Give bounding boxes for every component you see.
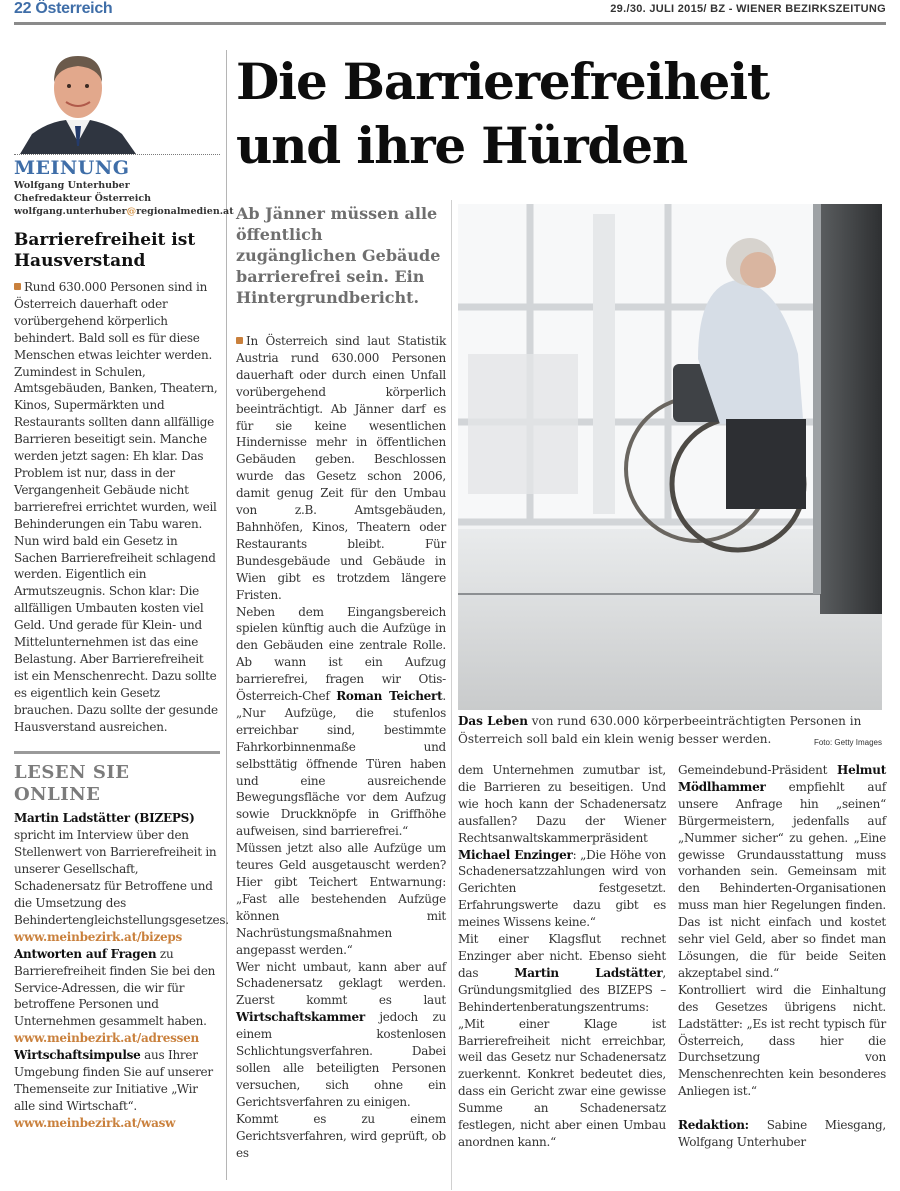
author-name: Wolfgang Unterhuber	[14, 180, 130, 191]
online-item	[14, 810, 229, 1131]
article-paragraph: Kommt es zu einem Gerichtsverfahren, wird geprüft, ob es	[236, 1111, 446, 1160]
author-email[interactable]	[14, 205, 234, 218]
opinion-column	[14, 42, 234, 1132]
article-column-3	[678, 762, 886, 1151]
online-item-text: spricht im Interview über den Stellenwert von Barrierefreiheit in unserer Gesellschaft, Schadenersatz für Betroffene und die Umsetzung des Behindertengleichstellungsgesetzes.	[14, 828, 229, 927]
paragraph-text: Neben dem Eingangsbereich spielen künftig auch die Aufzüge in den Gebäuden eine zentrale Rolle. Ab wann ist ein Aufzug barrierefrei, fragen wir Otis-Österreich-Chef	[236, 604, 446, 704]
article-paragraph	[678, 762, 886, 982]
article-paragraph	[458, 762, 666, 931]
person-name: Michael Enzinger	[458, 847, 573, 862]
paragraph-bullet-icon	[236, 337, 243, 344]
article-paragraph	[236, 959, 446, 1111]
article-photo	[458, 204, 882, 710]
article-paragraph	[236, 333, 446, 604]
column-divider	[226, 50, 227, 1180]
article-column-1	[236, 333, 446, 1161]
article-paragraph	[458, 931, 666, 1151]
paragraph-text: . „Nur Aufzüge, die stufenlos erreichbar sind, bestimmte Fahrkorbinnenmaße und selbsttätig öffnende Türen haben und eine ausreichende Bewegungsfläche vor dem Aufzug sowie Druckknöpfe in Griffhöhe aufweisen, sind barrierefrei.“	[236, 689, 446, 839]
online-item-lead: Martin Ladstätter (BIZEPS)	[14, 811, 195, 826]
author-photo-icon	[18, 42, 138, 154]
email-domain: regionalmedien.at	[136, 206, 234, 217]
paragraph-text: jedoch zu einem kostenlosen Schlichtungsverfahren. Dabei sollen alle beteiligten Personen versuchen, sich ohne ein Gerichtsverfahren zu einigen.	[236, 1010, 446, 1109]
portrait-divider	[14, 154, 220, 155]
headline-line-1: Die Barrierefreiheit	[236, 52, 769, 111]
redaktion-names: Sabine Miesgang, Wolfgang Unterhuber	[678, 1118, 886, 1150]
caption-text: von rund 630.000 körperbeeinträchtigten Personen in Österreich soll bald ein klein wenig besser werden.	[458, 714, 862, 746]
organization-name: Wirtschaftskammer	[236, 1010, 365, 1025]
online-divider	[14, 751, 220, 754]
page-number: 22	[14, 0, 32, 17]
column-divider	[451, 200, 452, 1190]
online-section-title: LESEN SIE ONLINE	[14, 762, 130, 806]
article-subhead: Ab Jänner müssen alle öffentlich zugänglichen Gebäude barrierefrei sein. Ein Hintergrundbericht.	[236, 204, 441, 307]
section-name: Österreich	[35, 0, 113, 17]
paragraph-text: empfiehlt auf unsere Anfrage hin „seinen“ Bürgermeistern, jedenfalls auf „Nummer sicher“ zu gehen. „Eine gewisse Grundausstattung muss vorhanden sein. Gemeinsam mit den Behinderten-Organisationen muss man hier Regelungen finden. Das ist nicht einfach und kostet sehr viel Geld, aber so findet man Lösungen, die für beide Seiten akzeptabel sind.“	[678, 779, 886, 980]
person-name: Helmut Mödlhammer	[678, 763, 886, 794]
caption-lead: Das Leben	[458, 714, 528, 728]
person-name: Martin Ladstätter	[514, 965, 663, 980]
article-column-2	[458, 762, 666, 1151]
person-name: Roman Teichert	[336, 689, 443, 704]
paragraph-text: : „Die Höhe von Schadenersatzzahlungen wird von Gerichten festgesetzt. Erfahrungswerte dazu gibt es meines Wissens keine.“	[458, 847, 666, 930]
paragraph-text: Gemeindebund-Präsident	[678, 763, 837, 777]
online-item-text: aus Ihrer Umgebung finden Sie auf unserer Themenseite zur Initiative „Wir alle sind Wirtschaft“.	[14, 1048, 213, 1113]
paragraph-text: Wer nicht umbaut, kann aber auf Schadenersatz geklagt werden. Zuerst kommt es laut	[236, 959, 446, 1008]
paragraph-text: dem Unternehmen zumutbar ist, die Barrieren zu beseitigen. Und wie hoch kann der Schadenersatz ausfallen? Dazu der Wiener Rechtsanwaltskammerpräsident	[458, 763, 666, 845]
online-item-lead: Wirtschaftsimpulse	[14, 1048, 141, 1063]
online-link-adressen[interactable]: www.meinbezirk.at/adressen	[14, 1031, 199, 1046]
page-number-section	[14, 0, 112, 18]
email-at-icon: @	[126, 206, 137, 217]
author-role: Chefredakteur Österreich	[14, 193, 152, 204]
article-paragraph: Kontrolliert wird die Einhaltung des Gesetzes übrigens nicht. Ladstätter: „Es ist recht typisch für Österreich, dass hier die Durchsetzung von Menschenrechten kein besonderes Anliegen ist.“	[678, 982, 886, 1099]
wheelchair-photo-icon	[458, 204, 882, 710]
email-user: wolfgang.unterhuber	[14, 206, 127, 217]
author-portrait	[18, 42, 138, 154]
online-item-lead: Antworten auf Fragen	[14, 946, 157, 961]
opinion-body	[14, 279, 220, 735]
online-link-wasw[interactable]: www.meinbezirk.at/wasw	[14, 1115, 176, 1130]
photo-caption	[458, 712, 882, 752]
editorial-credit	[678, 1117, 886, 1151]
article-paragraph: Müssen jetzt also alle Aufzüge um teures Geld ausgetauscht werden? Hier gibt Teichert Entwarnung: „Fast alle bestehenden Aufzüge können mit Nachrüstungsmaßnahmen angepasst werden.“	[236, 841, 446, 957]
headline-line-2: und ihre Hürden	[236, 116, 688, 175]
issue-date: 29./30. JULI 2015/ BZ - WIENER BEZIRKSZEITUNG	[610, 3, 886, 15]
paragraph-text: Mit einer Klagsflut rechnet Enzinger aber nicht. Ebenso sieht das	[458, 932, 666, 980]
redaktion-label: Redaktion:	[678, 1118, 749, 1133]
opinion-body-text: Rund 630.000 Personen sind in Österreich dauerhaft oder vorübergehend körperlich behindert. Bald soll es für diese Menschen etwas leichter werden. Zumindest in Schulen, Amtsgebäuden, Banken, Theatern, Kinos, Supermärkten und Restaurants sollten dann allfällige Barrieren beseitigt sein. Manche werden jetzt sagen: Eh klar. Das Problem ist nur, dass in der Vergangenheit Gebäude nicht barrierefrei errichtet wurden, weil Behinderungen ein Tabu waren. Nun wird bald ein Gesetz in Sachen Barrierefreiheit schlagend werden. Eigentlich ein Armutszeugnis. Schon klar: Die allfälligen Umbauten kosten viel Geld. Und gerade für Klein- und Mittelunternehmen ist das eine Belastung. Aber Barrierefreiheit ist ein Menschenrecht. Dazu sollte es eigentlich kein Gesetz brauchen. Dazu sollte der gesunde Hausverstand ausreichen.	[14, 280, 218, 734]
opinion-title: Barrierefreiheit ist Hausverstand	[14, 230, 196, 271]
photo-credit: Foto: Getty Images	[813, 738, 882, 747]
online-item-text: zu Barrierefreiheit finden Sie bei den Service-Adressen, die wir für betroffene Personen und Unternehmen gesammelt haben.	[14, 946, 216, 1029]
online-link-bizeps[interactable]: www.meinbezirk.at/bizeps	[14, 929, 183, 944]
article-headline	[236, 50, 896, 178]
paragraph-bullet-icon	[14, 283, 21, 290]
paragraph-text: In Österreich sind laut Statistik Austria rund 630.000 Personen dauerhaft oder durch einen Unfall vorübergehend körperlich beeinträchtigt. Ab Jänner darf es für sie keine wesentlichen Hindernisse mehr in öffentlichen Gebäuden geben. Beschlossen wurde das Gesetz schon 2006, damit genug Zeit für den Umbau von z.B. Amtsgebäuden, Bahnhöfen, Kinos, Theatern oder Restaurants bleibt. Für Bundesgebäude und Gebäude in Wien gibt es trotzdem längere Fristen.	[236, 334, 446, 602]
header-divider	[14, 22, 886, 25]
section-label-meinung: MEINUNG	[14, 157, 130, 179]
article-paragraph	[236, 604, 446, 841]
paragraph-text: , Gründungsmitglied des BIZEPS – Behindertenberatungszentrums: „Mit einer Klage ist Barrierefreiheit nicht erreichbar, weil das Gesetz nur Schadenersatz zuerkennt. Konkret bedeutet dies, dass ein Gericht zwar eine gewisse Summe an Schadenersatz festlegen, nicht aber einen Umbau anordnen kann.“	[458, 965, 666, 1149]
